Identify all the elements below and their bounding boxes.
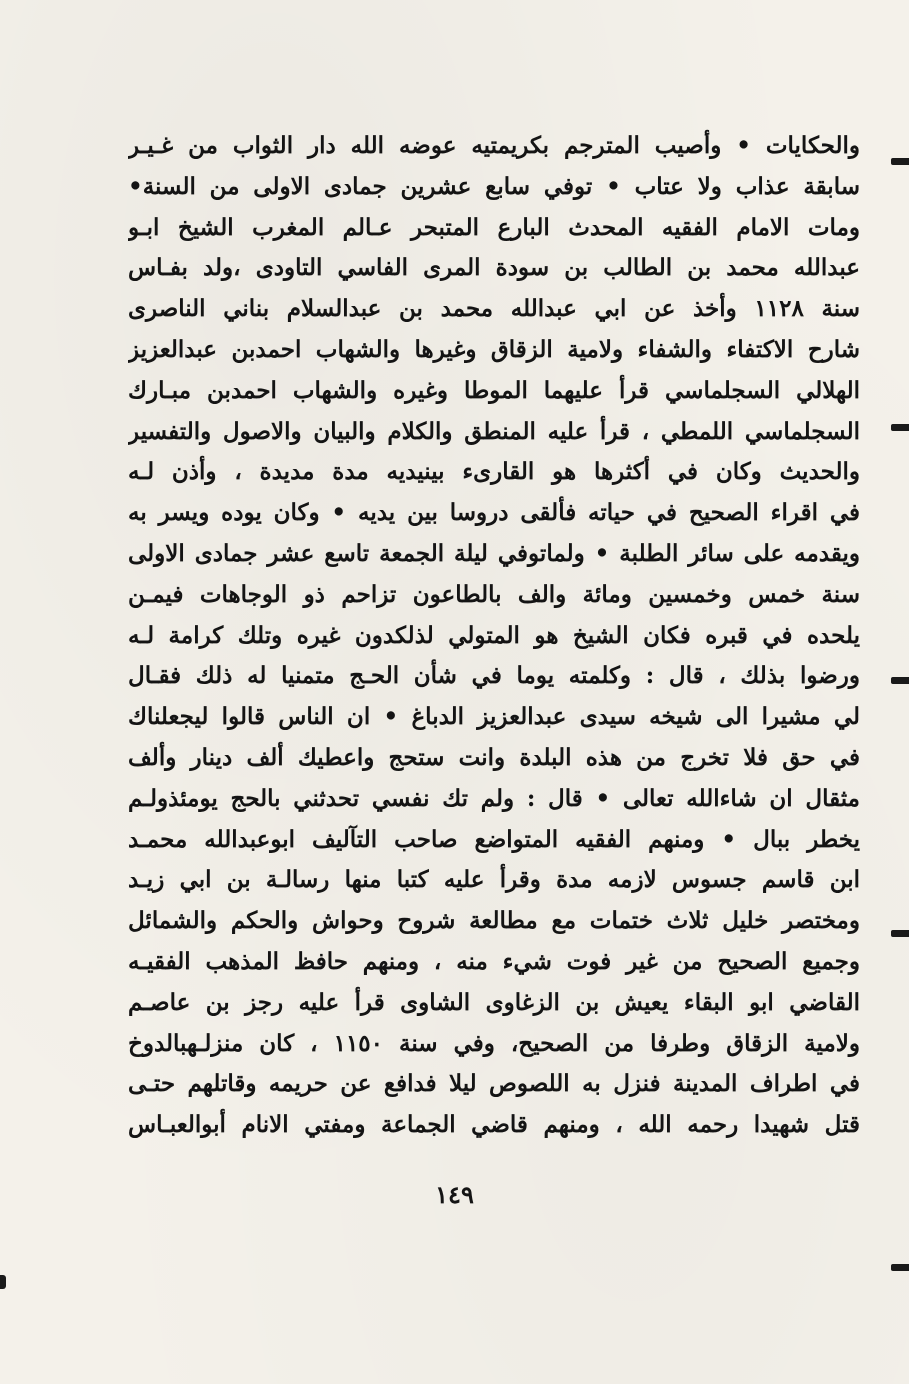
margin-tab-mark [891,158,909,165]
text-line: في اقراء الصحيح في حياته فألقى دروسا بين يديه • وكان يوده ويسر به [128,499,860,527]
margin-tab-mark [0,1275,6,1289]
text-line: السجلماسي اللمطي ، قرأ عليه المنطق والكلام والبيان والاصول والتفسير [128,417,860,445]
text-line: يلحده في قبره فكان الشيخ هو المتولي لذلكدون غيره وتلك كرامة لـه [128,621,860,649]
text-line: شارح الاكتفاء والشفاء ولامية الزقاق وغيرها والشهاب احمدبن عبدالعزيز [128,335,860,363]
text-line: ابن قاسم جسوس لازمه مدة وقرأ عليه كتبا منها رسالـة بن ابي زيـد [128,866,860,894]
page-number: ١٤٩ [435,1180,474,1209]
text-line: ولامية الزقاق وطرفا من الصحيح، وفي سنة ١١٥٠ ، كان منزلـهبالدوخ [128,1029,860,1057]
body-text [128,126,860,1146]
text-line: في حق فلا تخرج من هذه البلدة وانت ستحج واعطيك ألف دينار وألف [128,743,860,771]
margin-tab-mark [891,1264,909,1271]
margin-tab-mark [891,930,909,937]
text-line: لي مشيرا الى شيخه سيدى عبدالعزيز الدباغ • ان الناس قالوا ليجعلناك [128,703,860,731]
text-line: سابقة عذاب ولا عتاب • توفي سابع عشرين جمادى الاولى من السنة• [128,172,860,200]
text-line: وجميع الصحيح من غير فوت شيء منه ، ومنهم حافظ المذهب الفقيـه [128,947,860,975]
text-line: في اطراف المدينة فنزل به اللصوص ليلا فدافع عن حريمه وقاتلهم حتـى [128,1070,860,1098]
text-line: ورضوا بذلك ، قال : وكلمته يوما في شأن الحـج متمنيا له ذلك فقـال [128,662,860,690]
margin-tab-mark [891,677,909,684]
text-line: ومات الامام الفقيه المحدث البارع المتبحر عـالم المغرب الشيخ ابـو [128,213,860,241]
margin-tab-mark [891,424,909,431]
text-line: والحديث وكان في أكثرها هو القارىء بينيديه مدة مديدة ، وأذن لـه [128,458,860,486]
text-line: مثقال ان شاءالله تعالى • قال : ولم تك نفسي تحدثني بالحج يومئذولـم [128,784,860,812]
text-line: الهلالي السجلماسي قرأ عليهما الموطا وغيره والشهاب احمدبن مبـارك [128,376,860,404]
text-line: عبدالله محمد بن الطالب بن سودة المرى الفاسي التاودى ،ولد بفـاس [128,254,860,282]
text-line: سنة ١١٢٨ وأخذ عن ابي عبدالله محمد بن عبدالسلام بناني الناصرى [128,295,860,323]
text-line: القاضي ابو البقاء يعيش بن الزغاوى الشاوى قرأ عليه رجز بن عاصـم [128,988,860,1016]
text-line: ويقدمه على سائر الطلبة • ولماتوفي ليلة الجمعة تاسع عشر جمادى الاولى [128,539,860,567]
text-line: قتل شهيدا رحمه الله ، ومنهم قاضي الجماعة ومفتي الانام أبوالعبـاس [128,1111,860,1139]
text-line: والحكايات • وأصيب المترجم بكريمتيه عوضه الله دار الثواب من غـيـر [128,132,860,159]
text-line: سنة خمس وخمسين ومائة والف بالطاعون تزاحم ذو الوجاهات فيمـن [128,580,860,608]
text-line: ومختصر خليل ثلاث ختمات مع مطالعة شروح وحواش والحكم والشمائل [128,907,860,935]
text-line: يخطر ببال • ومنهم الفقيه المتواضع صاحب التآليف ابوعبدالله محمـد [128,825,860,853]
